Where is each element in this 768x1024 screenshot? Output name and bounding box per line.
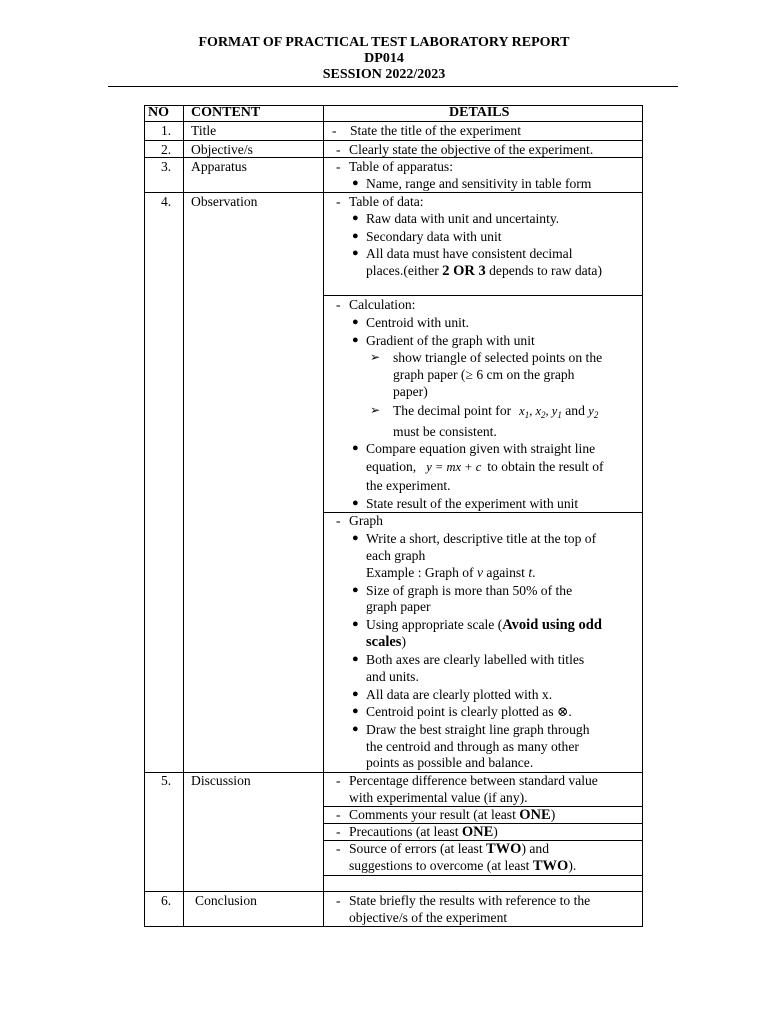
dash: - [336, 297, 341, 312]
discussion-2: Comments your result (at least ONE) [349, 807, 556, 823]
row3-content: Apparatus [191, 159, 247, 174]
dash: - [336, 194, 341, 209]
calc-bullet-1: Centroid with unit. [366, 315, 470, 330]
header-details: DETAILS [449, 105, 510, 120]
row2-content: Objective/s [191, 142, 253, 157]
graph-bullet-4-line2: and units. [366, 669, 419, 684]
dash: - [336, 807, 341, 822]
document-title: FORMAT OF PRACTICAL TEST LABORATORY REPORT [198, 35, 570, 50]
calc-sub-1-line2: graph paper (≥ 6 cm on the graph [393, 367, 575, 382]
calc-sub-2-line1: The decimal point for $x_1$, $x_2$, $y_1$ and $y_2$ [393, 403, 599, 420]
row5-no: 5. [161, 773, 172, 788]
header-content: CONTENT [191, 105, 261, 120]
row3-detail: Table of apparatus: [349, 159, 453, 174]
row1-no: 1. [161, 123, 172, 138]
graph-bullet-2-line2: graph paper [366, 599, 431, 614]
row3-bullet: Name, range and sensitivity in table form [366, 176, 592, 191]
graph-bullet-7-line3: points as possible and balance. [366, 755, 534, 770]
dash: - [336, 142, 341, 157]
bullet-icon: ● [352, 334, 359, 346]
discussion-1-line2: with experimental value (if any). [349, 790, 528, 805]
discussion-3: Precautions (at least ONE) [349, 824, 498, 840]
graph-bullet-5: All data are clearly plotted with x. [366, 687, 553, 702]
dash: - [332, 123, 337, 138]
calc-sub-2-line2: must be consistent. [393, 424, 497, 439]
calc-bullet-4: State result of the experiment with unit [366, 496, 579, 511]
graph-bullet-3-line1: Using appropriate scale (Avoid using odd [366, 617, 602, 633]
session-label: SESSION 2022/2023 [322, 67, 446, 82]
bullet-icon: ● [352, 723, 359, 735]
calc-bullet-3-line1: Compare equation given with straight line [366, 441, 596, 456]
graph-bullet-7-line2: the centroid and through as many other [366, 739, 579, 754]
bullet-icon: ● [352, 584, 359, 596]
bullet-icon: ● [352, 618, 359, 630]
graph-bullet-1-line1: Write a short, descriptive title at the top of [366, 531, 597, 546]
graph-bullet-4-line1: Both axes are clearly labelled with titles [366, 652, 585, 667]
bullet-icon: ● [352, 705, 359, 717]
graph-bullet-3-line2: scales) [366, 634, 406, 650]
calc-sub-1-line3: paper) [393, 384, 428, 399]
bullet-icon: ● [352, 532, 359, 544]
row4-no: 4. [161, 194, 172, 209]
arrow-bullet-icon: ➢ [370, 350, 381, 364]
dash: - [336, 841, 341, 856]
bullet-icon: ● [352, 212, 359, 224]
row6-no: 6. [161, 893, 172, 908]
course-code: DP014 [364, 51, 404, 66]
row3-no: 3. [161, 159, 172, 174]
bullet-icon: ● [352, 497, 359, 509]
data-bullet-3-line1: All data must have consistent decimal [366, 246, 573, 261]
bullet-icon: ● [352, 230, 359, 242]
row2-no: 2. [161, 142, 172, 157]
dash: - [336, 893, 341, 908]
graph-bullet-1-line3: Example : Graph of v against t. [366, 565, 536, 580]
dash: - [336, 824, 341, 839]
row6-content: Conclusion [195, 893, 257, 908]
calc-bullet-3-line3: the experiment. [366, 478, 451, 493]
data-bullet-2: Secondary data with unit [366, 229, 502, 244]
discussion-4-line1: Source of errors (at least TWO) and [349, 841, 550, 857]
conclusion-line1: State briefly the results with reference to the [349, 893, 591, 908]
row1-detail: State the title of the experiment [350, 123, 521, 138]
bullet-icon: ● [352, 688, 359, 700]
arrow-bullet-icon: ➢ [370, 403, 381, 417]
graph-bullet-6: Centroid point is clearly plotted as ⊗. [366, 704, 572, 719]
data-bullet-1: Raw data with unit and uncertainty. [366, 211, 560, 226]
dash: - [336, 513, 341, 528]
graph-bullet-1-line2: each graph [366, 548, 426, 563]
header-no: NO [148, 105, 169, 120]
calc-bullet-3-line2: equation, y = mx + c to obtain the result of [366, 459, 604, 474]
dash: - [336, 773, 341, 788]
data-table-title: Table of data: [349, 194, 424, 209]
data-bullet-3-line2: places.(either 2 OR 3 depends to raw data) [366, 263, 602, 279]
calc-bullet-2: Gradient of the graph with unit [366, 333, 535, 348]
graph-bullet-2-line1: Size of graph is more than 50% of the [366, 583, 573, 598]
bullet-icon: ● [352, 177, 359, 189]
bullet-icon: ● [352, 442, 359, 454]
discussion-4-line2: suggestions to overcome (at least TWO). [349, 858, 577, 874]
row2-detail: Clearly state the objective of the experiment. [349, 142, 594, 157]
row5-content: Discussion [191, 773, 251, 788]
calc-title: Calculation: [349, 297, 416, 312]
bullet-icon: ● [352, 653, 359, 665]
bullet-icon: ● [352, 316, 359, 328]
dash: - [336, 159, 341, 174]
header-rule [108, 86, 678, 87]
row4-content: Observation [191, 194, 258, 209]
calc-sub-1-line1: show triangle of selected points on the [393, 350, 603, 365]
graph-title: Graph [349, 513, 383, 528]
row1-content: Title [191, 123, 217, 138]
bullet-icon: ● [352, 247, 359, 259]
graph-bullet-7-line1: Draw the best straight line graph through [366, 722, 590, 737]
conclusion-line2: objective/s of the experiment [349, 910, 508, 925]
discussion-1-line1: Percentage difference between standard value [349, 773, 598, 788]
